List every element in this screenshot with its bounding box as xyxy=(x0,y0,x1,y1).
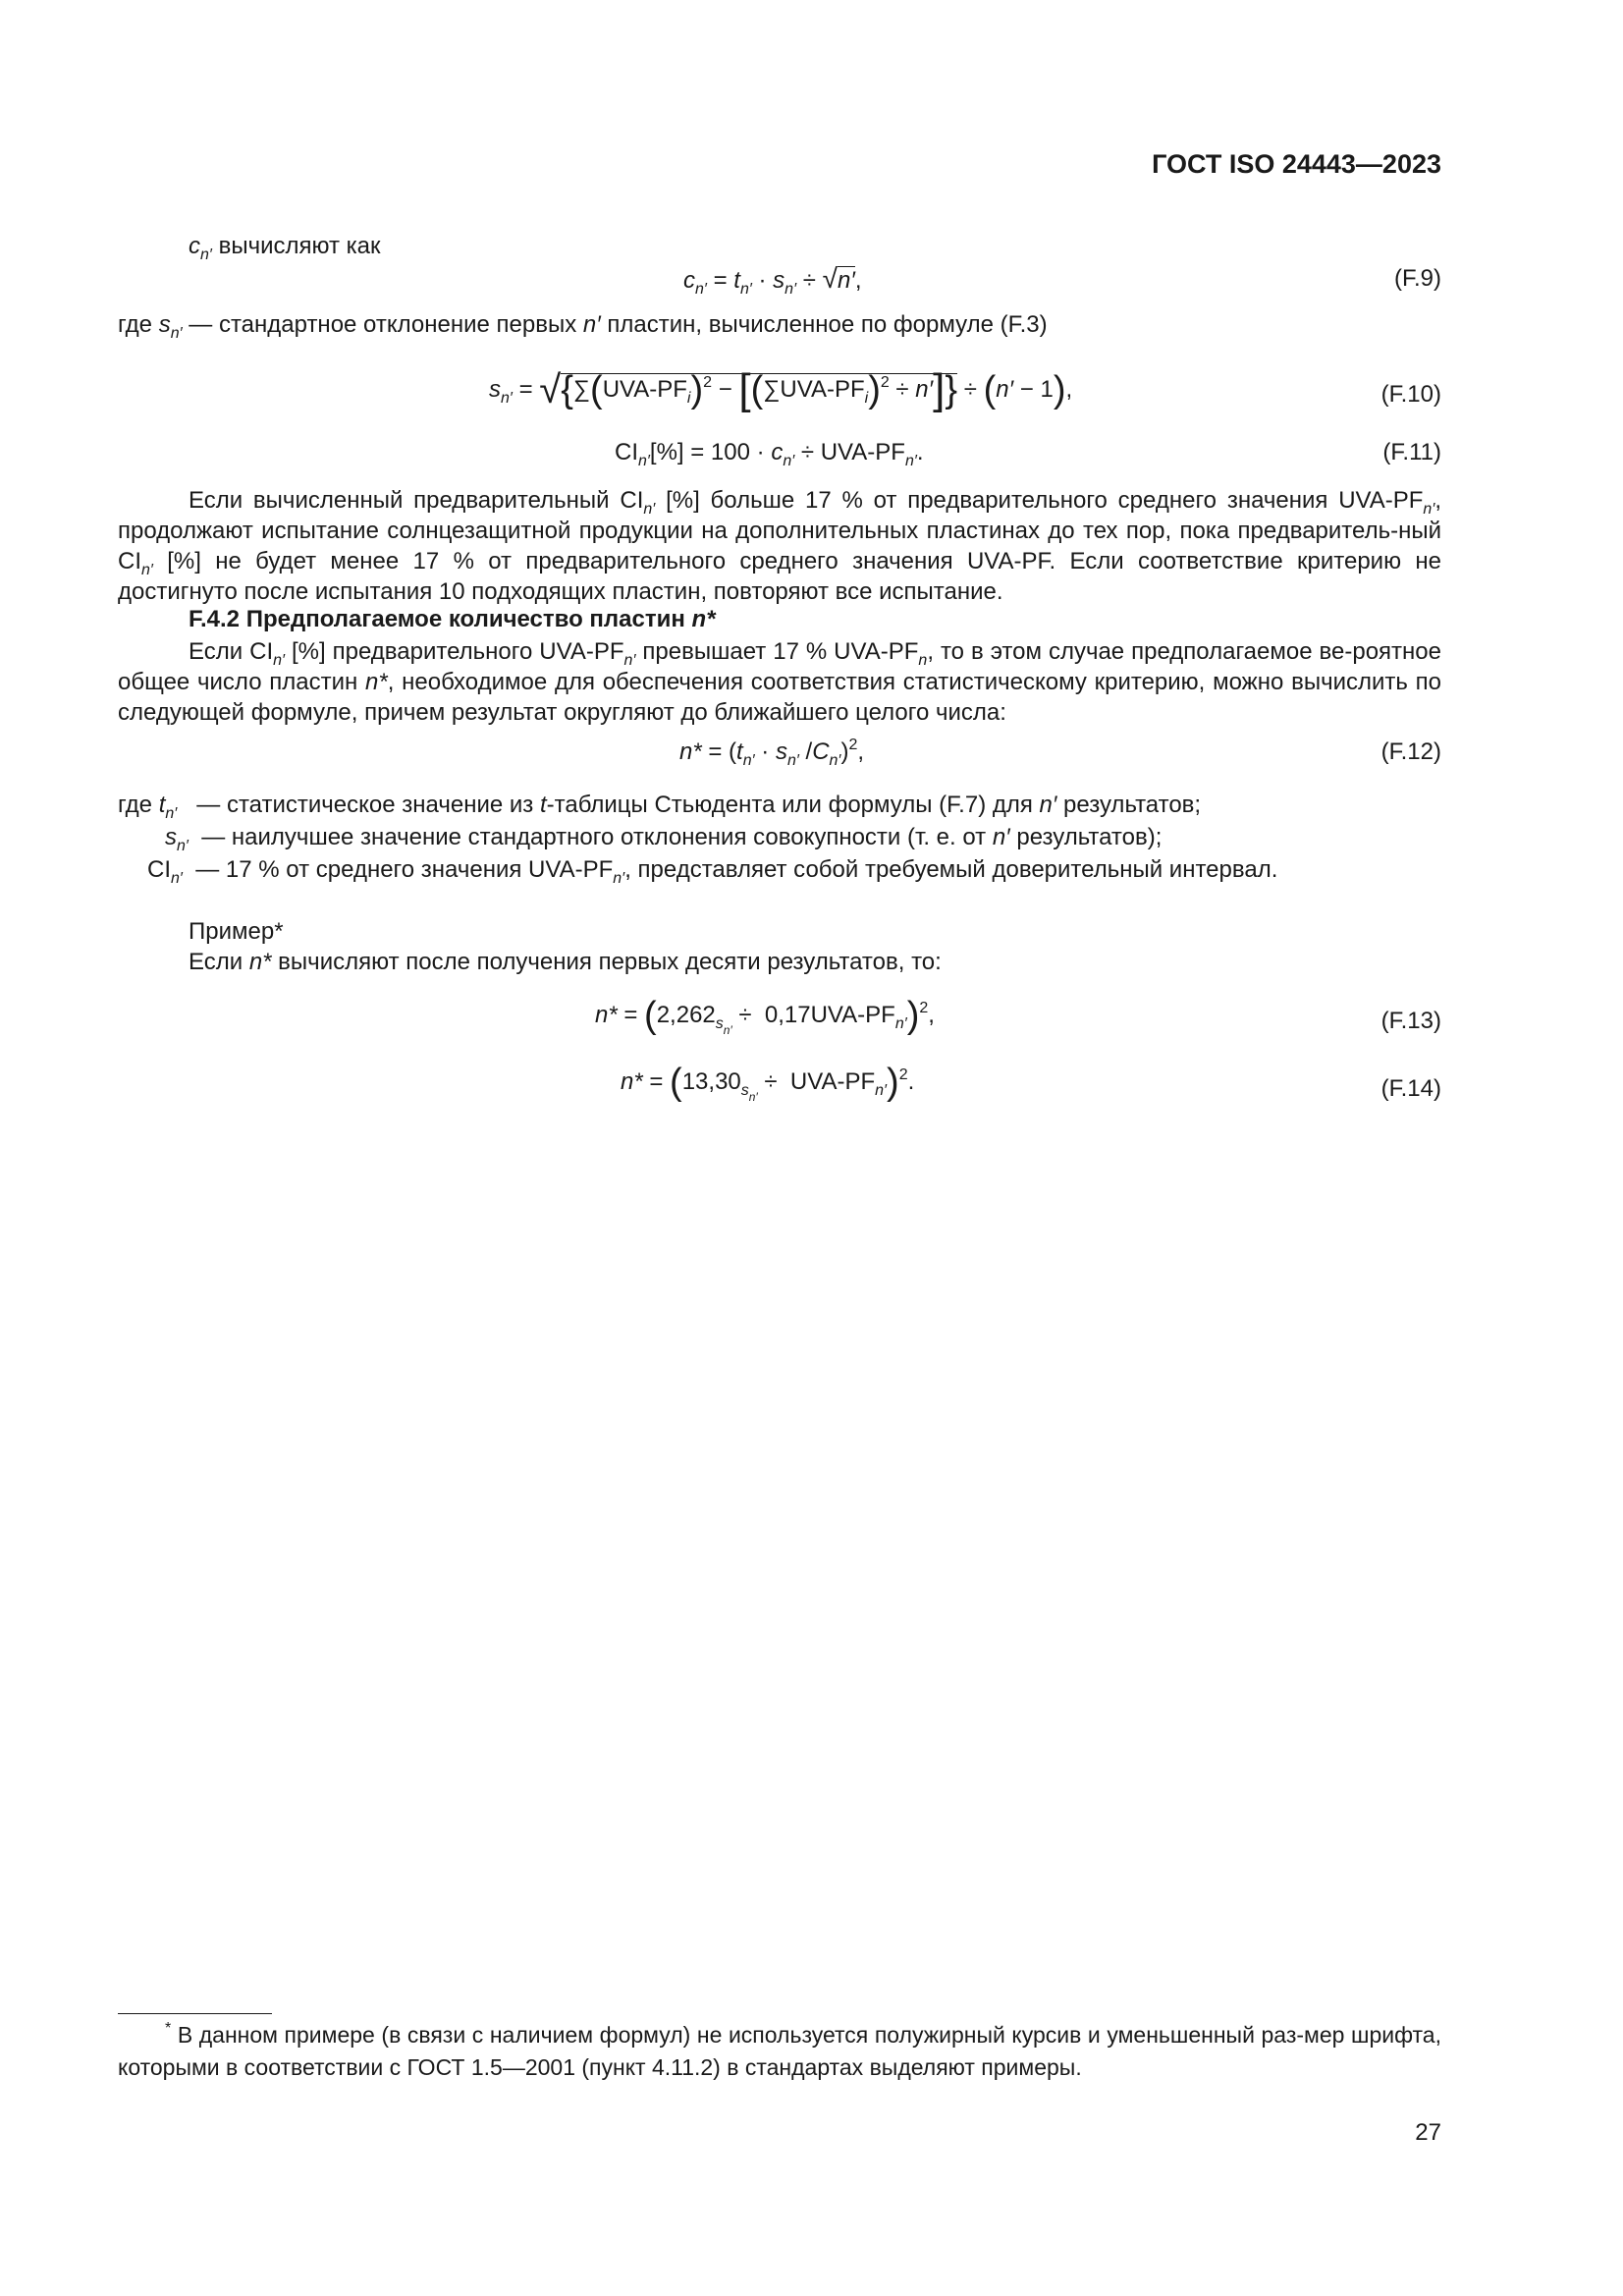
definition-s: $s_{n'}$ — наилучшее значение стандартного отклонения совокупности (т. е. от n′ результатов); xyxy=(165,824,1163,854)
equation-number-f10: (F.10) xyxy=(1380,381,1441,408)
page-number: 27 xyxy=(1415,2119,1441,2146)
where-label: где xyxy=(118,311,153,338)
equation-number-f9: (F.9) xyxy=(1394,265,1441,292)
definition-t: где $t_{n'}$ — статистическое значение из t-таблицы Стьюдента или формулы (F.7) для n′ результатов; xyxy=(118,792,1202,822)
footnote-rule xyxy=(118,2013,272,2014)
equation-f13: $n* = (2,262_{s_{n'}} \div 0,17UVA-PF_{n'})^2$, xyxy=(595,995,935,1037)
equation-number-f14: (F.14) xyxy=(1380,1075,1441,1102)
equation-number-f11: (F.11) xyxy=(1382,439,1441,465)
equation-f11-text: [%] = 100 · xyxy=(649,439,772,465)
equation-f10: $s_{n'} = √\{\sum(UVA-PF_i)^2 - [(\sum UVA-PF_i)^2 \div n']\} \div (n' - 1)$, xyxy=(489,365,1073,413)
where-sn-text-2: пластин, вычисленное по формуле (F.3) xyxy=(600,311,1048,338)
where-sn-text: — стандартное отклонение первых xyxy=(182,311,583,338)
paragraph-continue-testing: Если вычисленный предварительный $CI_{n'}$ [%] больше 17 % от предварительного среднего значения UVA-$PF_{n'}$, продолжают испытание солнцезащитной продукции на дополнительных пластинах до тех пор, пока предваритель-ный $CI_{n'}$ [%] не будет менее 17 % от предварительного среднего значения UVA-PF. Если соответствие критерию не достигнуто после испытания 10 подходящих пластин, повторяют все испытание. xyxy=(118,487,1441,605)
paragraph-expected-plates: Если $CI_{n'}$ [%] предварительного UVA-$PF_{n'}$ превышает 17 % UVA-$PF_n$, то в этом случае предполагаемое ве-роятное общее число пластин n*, необходимое для обеспечения соответствия статистическому критерию, можно вычислить по следующей формуле, причем результат округляют до ближайшего целого числа: xyxy=(118,638,1441,726)
document-header: ГОСТ ISO 24443—2023 xyxy=(1152,149,1441,179)
definition-ci: $CI_{n'}$ — 17 % от среднего значения UVA-$PF_{n'}$, представляет собой требуемый доверительный интервал. xyxy=(147,856,1278,887)
equation-number-f12: (F.12) xyxy=(1380,738,1441,765)
equation-f12: $n* = (t_{n'} \cdot s_{n'}$ $/C_{n'})^2$, xyxy=(679,737,865,769)
intro-line: $c_{n'}$ вычисляют как xyxy=(189,233,381,263)
equation-f11: $CI_{n'}[\%] = 100 \cdot c_{n'} \div UVA-PF_{n'}$. xyxy=(615,439,924,469)
equation-f14: $n* = (13,30_{s_{n'}} \div UVA-PF_{n'})^2$. xyxy=(621,1062,915,1104)
equation-number-f13: (F.13) xyxy=(1380,1008,1441,1034)
where-sn-line: где $s_{n'}$ — стандартное отклонение первых n′ пластин, вычисленное по формуле (F.3) xyxy=(118,311,1048,342)
footnote: * В данном примере (в связи с наличием формул) не используется полужирный курсив и уменьшенный раз-мер шрифта, которыми в соответствии с ГОСТ 1.5—2001 (пункт 4.11.2) в стандартах выделяют примеры. xyxy=(118,2020,1441,2080)
example-label: Пример* xyxy=(189,918,284,945)
section-heading: F.4.2 Предполагаемое количество пластин n* xyxy=(189,606,716,632)
intro-text: вычисляют как xyxy=(218,233,381,259)
equation-f9: $c_{n'} = t_{n'} \cdot s_{n'} \div √n'$, xyxy=(683,263,862,298)
example-text: Если n* вычисляют после получения первых десяти результатов, то: xyxy=(189,949,942,975)
